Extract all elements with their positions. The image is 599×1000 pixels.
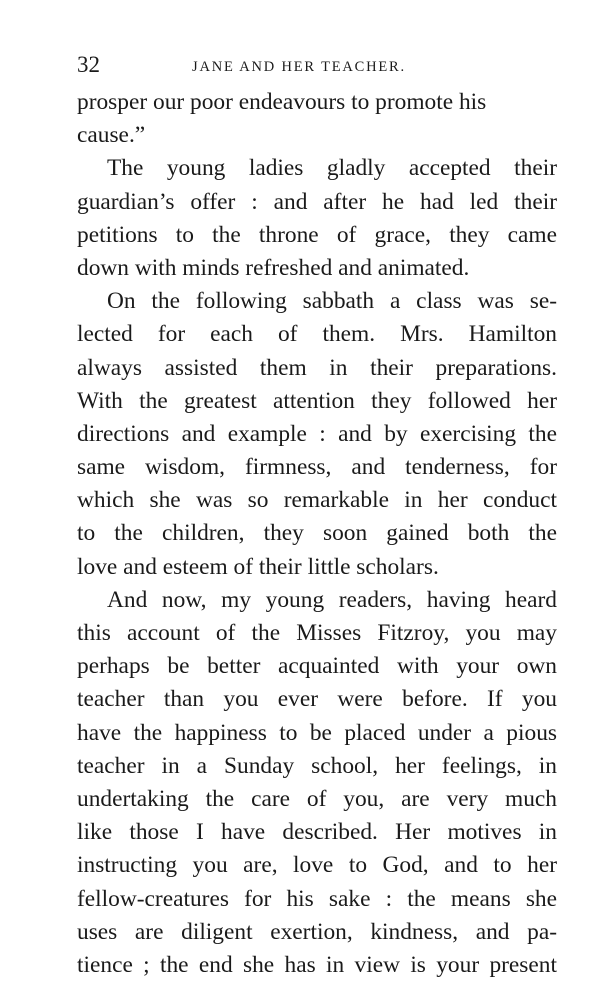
page-number: 32 xyxy=(77,52,100,77)
paragraph-first-line: On the following sabbath a class was se- xyxy=(107,288,557,315)
text-line: to the children, they soon gained both the xyxy=(77,520,557,547)
text-line: always assisted them in their preparations. xyxy=(77,354,557,381)
running-title: JANE AND HER TEACHER. xyxy=(192,59,406,75)
paragraph-first-line: And now, my young readers, having heard xyxy=(107,586,557,613)
text-line: cause.” xyxy=(77,122,146,149)
text-line: like those I have described. Her motives in xyxy=(77,819,557,846)
text-line: which she was so remarkable in her conduct xyxy=(77,487,557,514)
paragraph-first-line: The young ladies gladly accepted their xyxy=(107,155,557,182)
text-line: down with minds refreshed and animated. xyxy=(77,254,470,281)
text-line: petitions to the throne of grace, they came xyxy=(77,221,557,248)
text-line: prosper our poor endeavours to promote his xyxy=(77,89,487,115)
text-line: fellow-creatures for his sake : the means she xyxy=(77,885,557,912)
text-line: instructing you are, love to God, and to her xyxy=(77,852,557,879)
text-line: With the greatest attention they followed her xyxy=(77,387,557,414)
text-line: tience ; the end she has in view is your present xyxy=(77,951,557,978)
text-line: teacher than you ever were before. If you xyxy=(77,686,557,713)
text-line: uses are diligent exertion, kindness, and pa- xyxy=(77,918,557,945)
text-line: same wisdom, firmness, and tenderness, for xyxy=(77,454,557,481)
text-line: undertaking the care of you, are very much xyxy=(77,785,557,812)
text-line: lected for each of them. Mrs. Hamilton xyxy=(77,321,557,348)
text-line: directions and example : and by exercising the xyxy=(77,420,557,447)
text-line: have the happiness to be placed under a pious xyxy=(77,719,557,746)
text-line: perhaps be better acquainted with your own xyxy=(77,653,557,680)
text-line: guardian’s offer : and after he had led their xyxy=(77,188,557,215)
body-text xyxy=(77,86,557,982)
running-head xyxy=(77,50,557,80)
text-line: love and esteem of their little scholars. xyxy=(77,553,439,580)
text-line: teacher in a Sunday school, her feelings, in xyxy=(77,752,557,779)
text-line: this account of the Misses Fitzroy, you may xyxy=(77,620,557,646)
